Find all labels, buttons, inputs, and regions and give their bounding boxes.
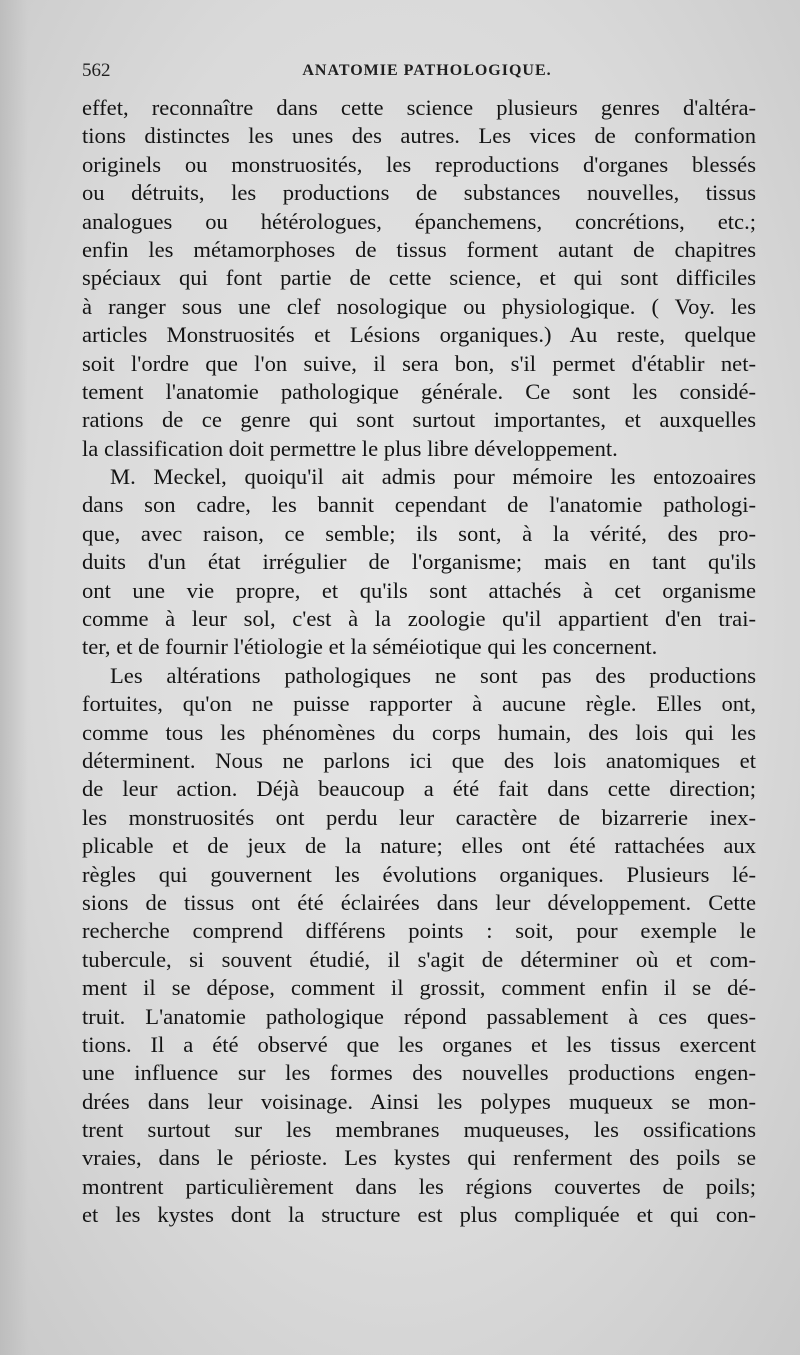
text-line: articles Monstruosités et Lésions organiques.) Au reste, quelque <box>82 322 756 348</box>
text-line: ou détruits, les productions de substances nouvelles, tissus <box>82 180 756 206</box>
text-line: comme à leur sol, c'est à la zoologie qu'il appartient d'en trai- <box>82 606 756 632</box>
text-line: spéciaux qui font partie de cette science, et qui sont difficiles <box>82 265 756 291</box>
page-header <box>82 60 754 86</box>
text-line: tions. Il a été observé que les organes et les tissus exercent <box>82 1031 756 1057</box>
text-line: analogues ou hétérologues, épanchemens, concrétions, etc.; <box>82 208 756 234</box>
text-line: la classification doit permettre le plus libre développement. <box>82 435 618 461</box>
text-line: comme tous les phénomènes du corps humain, des lois qui les <box>82 719 756 745</box>
text-line: sions de tissus ont été éclairées dans leur développement. Cette <box>82 889 756 915</box>
page-number: 562 <box>82 60 111 81</box>
text-line: tubercule, si souvent étudié, il s'agit de déterminer où et com- <box>82 946 756 972</box>
text-line: truit. L'anatomie pathologique répond passablement à ces ques- <box>82 1003 756 1029</box>
body-text <box>82 94 756 1230</box>
text-line: tement l'anatomie pathologique générale. Ce sont les considé- <box>82 378 756 404</box>
text-line: que, avec raison, ce semble; ils sont, à la vérité, des pro- <box>82 520 756 546</box>
text-line: de leur action. Déjà beaucoup a été fait dans cette direction; <box>82 776 756 802</box>
text-line: M. Meckel, quoiqu'il ait admis pour mémoire les entozoaires <box>110 464 756 490</box>
text-line: montrent particulièrement dans les régions couvertes de poils; <box>82 1173 756 1199</box>
text-line: ter, et de fournir l'étiologie et la séméiotique qui les concernent. <box>82 634 658 660</box>
running-title: ANATOMIE PATHOLOGIQUE. <box>302 62 552 79</box>
text-line: fortuites, qu'on ne puisse rapporter à aucune règle. Elles ont, <box>82 691 756 717</box>
text-line: vraies, dans le périoste. Les kystes qui renferment des poils se <box>82 1145 756 1171</box>
text-line: les monstruosités ont perdu leur caractère de bizarrerie inex- <box>82 804 756 830</box>
text-line: recherche comprend différens points : soit, pour exemple le <box>82 918 756 944</box>
text-line: déterminent. Nous ne parlons ici que des lois anatomiques et <box>82 747 756 773</box>
text-line: tions distinctes les unes des autres. Les vices de conformation <box>82 123 756 149</box>
text-line: soit l'ordre que l'on suive, il sera bon, s'il permet d'établir net- <box>82 350 756 376</box>
text-line: à ranger sous une clef nosologique ou physiologique. ( Voy. les <box>82 293 756 319</box>
text-line: duits d'un état irrégulier de l'organisme; mais en tant qu'ils <box>82 549 756 575</box>
text-line: rations de ce genre qui sont surtout importantes, et auxquelles <box>82 407 756 433</box>
text-line: effet, reconnaître dans cette science plusieurs genres d'altéra- <box>82 95 756 120</box>
text-line: drées dans leur voisinage. Ainsi les polypes muqueux se mon- <box>82 1088 756 1114</box>
text-line: plicable et de jeux de la nature; elles ont été rattachées aux <box>82 833 756 859</box>
text-line: ont une vie propre, et qu'ils sont attachés à cet organisme <box>82 577 756 603</box>
text-line: Les altérations pathologiques ne sont pas des productions <box>110 662 756 688</box>
text-line: ment il se dépose, comment il grossit, comment enfin il se dé- <box>82 975 756 1001</box>
text-line: dans son cadre, les bannit cependant de l'anatomie pathologi- <box>82 492 756 518</box>
text-line: et les kystes dont la structure est plus compliquée et qui con- <box>82 1202 756 1228</box>
text-line: originels ou monstruosités, les reproductions d'organes blessés <box>82 151 756 177</box>
text-line: enfin les métamorphoses de tissus forment autant de chapitres <box>82 236 756 262</box>
text-line: une influence sur les formes des nouvelles productions engen- <box>82 1060 756 1086</box>
text-line: trent surtout sur les membranes muqueuses, les ossifications <box>82 1117 756 1143</box>
text-line: règles qui gouvernent les évolutions organiques. Plusieurs lé- <box>82 861 756 887</box>
